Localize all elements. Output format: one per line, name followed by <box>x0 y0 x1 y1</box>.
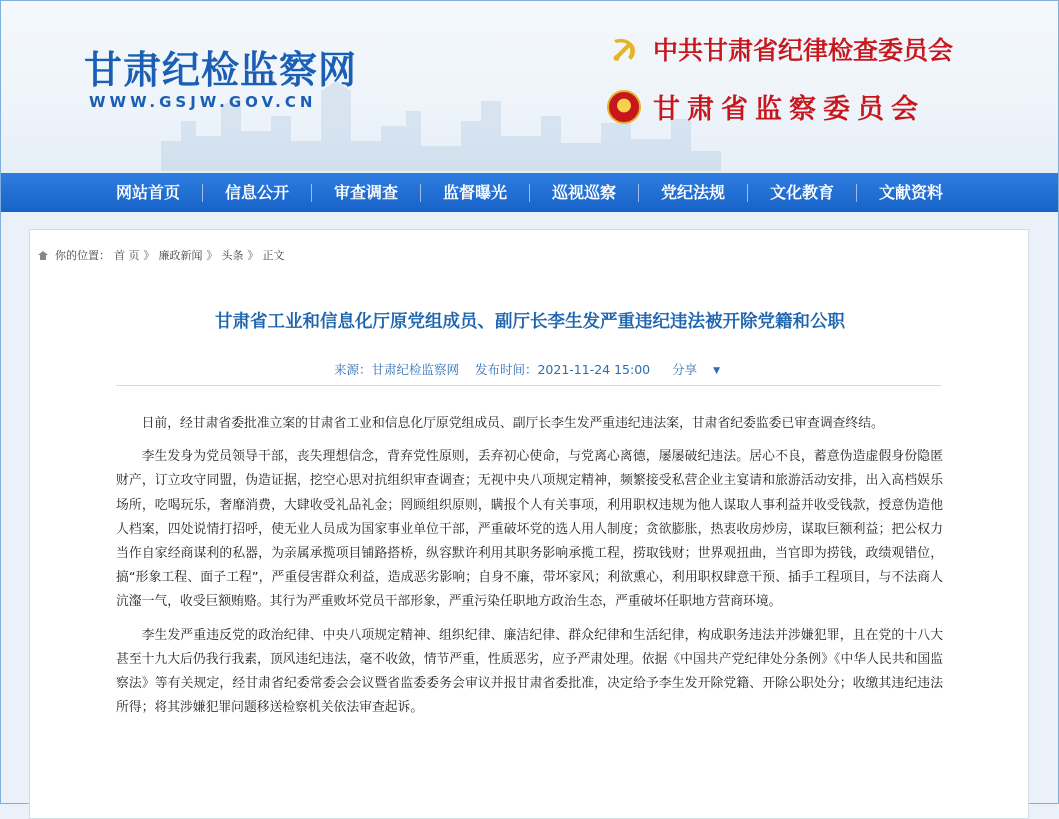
article-title: 甘肃省工业和信息化厅原党组成员、副厅长李生发严重违纪违法被开除党籍和公职 <box>215 312 845 332</box>
site-name[interactable]: 甘肃纪检监察网 <box>84 47 358 92</box>
breadcrumb-separator: 》 <box>206 249 218 262</box>
breadcrumb-item-news[interactable]: 廉政新闻 <box>158 249 203 262</box>
org-name-discipline: 中共甘肃省纪律检查委员会 <box>653 36 954 65</box>
article-body <box>116 412 943 729</box>
nav-item-regulations[interactable]: 党纪法规 <box>661 183 726 202</box>
nav-item-investigation[interactable]: 审查调查 <box>333 183 398 202</box>
article-paragraph: 李生发严重违反党的政治纪律、中央八项规定精神、组织纪律、廉洁纪律、群众纪律和生活纪律，构成职务违法并涉嫌犯罪，且在党的十八大甚至十九大后仍我行我素，顶风违纪违法，毫不收敛，情节严重，性质恶劣，应予严肃处理。依据《中国共产党纪律处分条例》《中华人民共和国监察法》等有关规定，经甘肃省纪委常委会会议暨省监委委务会审议并报甘肃省委批准，决定给予李生发开除党籍、开除公职处分；收缴其违纪违法所得；将其涉嫌犯罪问题移送检察机关依法审查起诉。 <box>116 627 943 716</box>
article-meta <box>30 360 1030 378</box>
share-label: 分享 <box>672 362 698 377</box>
article-container <box>29 229 1029 819</box>
nav-item-education[interactable]: 文化教育 <box>770 183 835 202</box>
article-paragraph: 李生发身为党员领导干部，丧失理想信念，背弃党性原则，丢弃初心使命，与党离心离德，屡屡破纪违法。居心不良，蓄意伪造虚假身份隐匿财产，订立攻守同盟，伪造证据，挖空心思对抗组织审查调查；无视中央八项规定精神，频繁接受私营企业主宴请和旅游活动安排，出入高档娱乐场所，吃喝玩乐，奢靡消费，大肆收受礼品礼金；罔顾组织原则，瞒报个人有关事项，利用职权违规为他人谋取人事利益并收受钱款，授意伪造他人档案，四处说情打招呼，使无业人员成为国家事业单位干部，严重破坏党的选人用人制度；贪欲膨胀，热衷收房炒房，谋取巨额利益；把公权力当作自家经商谋利的私器，为亲属承揽项目铺路搭桥，纵容默许利用其职务影响承揽工程，捞取钱财；世界观扭曲，当官即为捞钱，政绩观错位，搞“形象工程、面子工程”，严重侵害群众利益，造成恶劣影响；自身不廉，带坏家风；利欲熏心，利用职权肆意干预、插手工程项目，与不法商人沆瀣一气，收受巨额贿赂。其行为严重败坏党员干部形象，严重污染任职地方政治生态，严重破坏任职地方营商环境。 <box>116 449 943 610</box>
article-published-time: 发布时间：2021-11-24 15:00 <box>474 362 651 377</box>
meta-divider <box>116 385 941 386</box>
nav-item-documents[interactable]: 文献资料 <box>879 183 944 202</box>
national-emblem-icon <box>607 90 641 124</box>
article-source: 来源：甘肃纪检监察网 <box>333 362 459 377</box>
org-name-supervision: 甘肃省监察委员会 <box>653 94 925 125</box>
nav-item-exposure[interactable]: 监督曝光 <box>442 183 507 202</box>
breadcrumb-item-headline[interactable]: 头条 <box>221 249 244 262</box>
party-emblem-icon <box>607 32 641 66</box>
breadcrumb-item-home[interactable]: 首 页 <box>114 249 140 262</box>
org-line-1 <box>607 31 953 67</box>
breadcrumb-prefix: 你的位置： <box>55 249 110 262</box>
nav-item-home[interactable]: 网站首页 <box>115 183 180 202</box>
org-line-2 <box>607 87 925 126</box>
nav-item-inspection[interactable]: 巡视巡察 <box>552 183 617 202</box>
main-nav <box>1 173 1058 212</box>
share-button[interactable] <box>666 362 726 377</box>
site-header <box>1 1 1058 173</box>
breadcrumb-item-current: 正文 <box>262 249 285 262</box>
breadcrumb <box>38 247 285 263</box>
site-url[interactable]: WWW.GSJW.GOV.CN <box>89 93 317 111</box>
breadcrumb-separator: 》 <box>247 249 259 262</box>
article-paragraph: 日前，经甘肃省委批准立案的甘肃省工业和信息化厅原党组成员、副厅长李生发严重违纪违法案，甘肃省纪委监委已审查调查终结。 <box>141 416 884 431</box>
breadcrumb-separator: 》 <box>143 249 155 262</box>
nav-item-info-disclosure[interactable]: 信息公开 <box>224 183 289 202</box>
home-icon <box>38 251 48 260</box>
caret-down-icon: ▼ <box>713 365 721 376</box>
